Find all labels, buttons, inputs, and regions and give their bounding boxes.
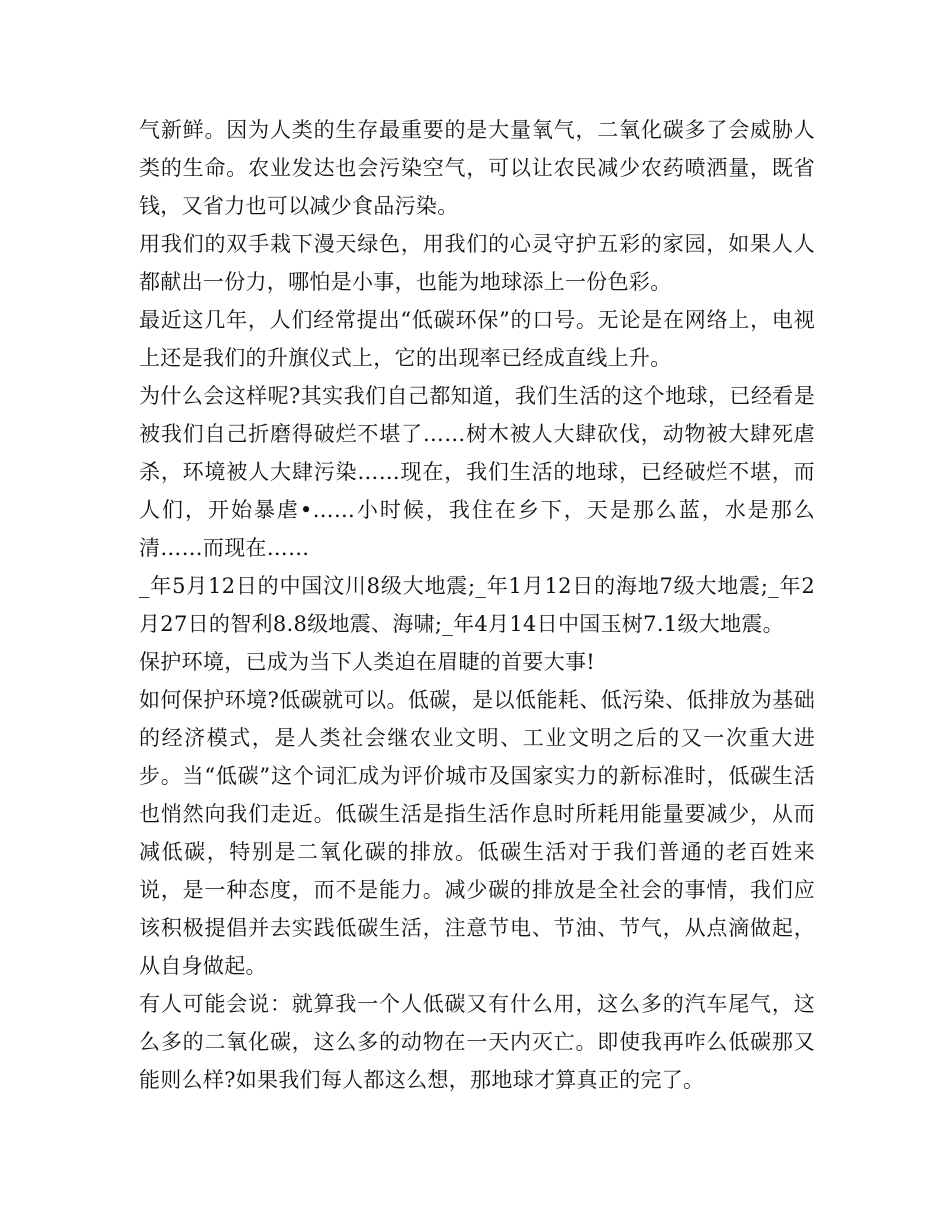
- paragraph-low-carbon-slogan: 最近这几年，人们经常提出“低碳环保”的口号。无论是在网络上，电视上还是我们的升旗仪式上，它的出现率已经成直线上升。: [139, 308, 815, 370]
- paragraph-damaged-earth: 为什么会这样呢?其实我们自己都知道，我们生活的这个地球，已经看是被我们自己折磨得破烂不堪了……树木被人大肆砍伐，动物被大肆死虐杀，环境被人大肆污染……现在，我们生活的地球，已经破烂不堪，而人们，开始暴虐•……小时候，我住在乡下，天是那么蓝，水是那么清……而现在……: [139, 384, 815, 560]
- paragraph-what-one-person-can-do: 有人可能会说：就算我一个人低碳又有什么用，这么多的汽车尾气，这么多的二氧化碳，这么多的动物在一天内灭亡。即使我再咋么低碳那又能则么样?如果我们每人都这么想，那地球才算真正的完了。: [139, 992, 815, 1092]
- document-body: [139, 111, 815, 1099]
- paragraph-fresh-air: 气新鲜。因为人类的生存最重要的是大量氧气，二氧化碳多了会威胁人类的生命。农业发达也会污染空气，可以让农民减少农药喷洒量，既省钱，又省力也可以减少食品污染。: [139, 118, 815, 218]
- paragraph-urgent-matter: 保护环境，已成为当下人类迫在眉睫的首要大事!: [139, 650, 596, 674]
- paragraph-earthquakes: _年5月12日的中国汶川8级大地震;_年1月12日的海地7级大地震;_年2月27日的智利8.8级地震、海啸;_年4月14日中国玉树7.1级大地震。: [139, 574, 815, 636]
- paragraph-how-to-protect: 如何保护环境?低碳就可以。低碳，是以低能耗、低污染、低排放为基础的经济模式，是人类社会继农业文明、工业文明之后的又一次重大进步。当“低碳”这个词汇成为评价城市及国家实力的新标准时，低碳生活也悄然向我们走近。低碳生活是指生活作息时所耗用能量要减少，从而减低碳，特别是二氧化碳的排放。低碳生活对于我们普通的老百姓来说，是一种态度，而不是能力。减少碳的排放是全社会的事情，我们应该积极提倡并去实践低碳生活，注意节电、节油、节气，从点滴做起，从自身做起。: [139, 688, 815, 978]
- paragraph-green-homeland: 用我们的双手栽下漫天绿色，用我们的心灵守护五彩的家园，如果人人都献出一份力，哪怕是小事，也能为地球添上一份色彩。: [139, 232, 815, 294]
